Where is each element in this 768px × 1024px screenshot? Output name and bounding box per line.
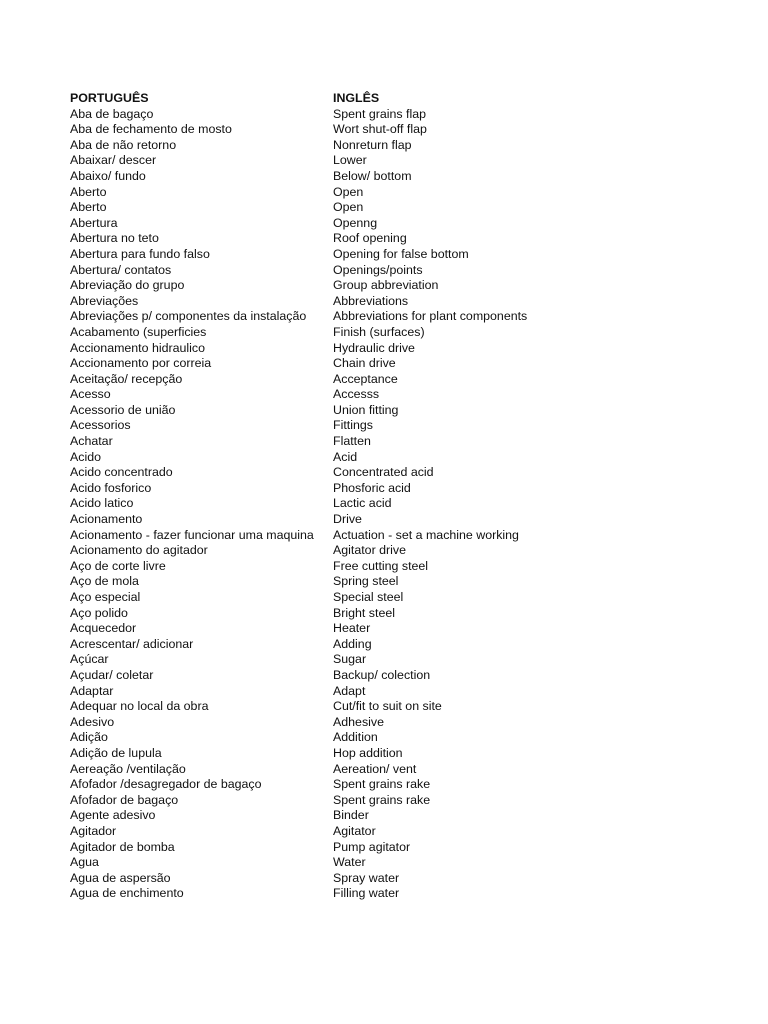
english-term: Sugar (333, 652, 367, 667)
portuguese-term: Adesivo (70, 714, 115, 729)
glossary-row (70, 652, 690, 668)
portuguese-term: Acionamento - fazer funcionar uma maquina (70, 527, 314, 542)
portuguese-term: Accionamento hidraulico (70, 340, 205, 355)
glossary-row (70, 684, 690, 700)
portuguese-term: Adição de lupula (70, 745, 162, 760)
glossary-row (70, 122, 690, 138)
portuguese-term: Adaptar (70, 683, 114, 698)
english-term: Lactic acid (333, 496, 392, 511)
portuguese-column-header: PORTUGUÊS (70, 91, 149, 105)
english-term: Group abbreviation (333, 278, 439, 293)
glossary-row (70, 465, 690, 481)
glossary-row (70, 185, 690, 201)
portuguese-term: Acessorio de união (70, 402, 176, 417)
portuguese-term: Aereação /ventilação (70, 761, 186, 776)
english-term: Hop addition (333, 745, 403, 760)
glossary-row (70, 450, 690, 466)
portuguese-term: Abertura (70, 215, 118, 230)
glossary-row (70, 403, 690, 419)
portuguese-term: Agitador de bomba (70, 839, 175, 854)
glossary-row (70, 153, 690, 169)
english-term: Special steel (333, 590, 404, 604)
portuguese-term: Acabamento (superficies (70, 324, 207, 339)
glossary-row (70, 341, 690, 357)
glossary-row (70, 512, 690, 528)
portuguese-term: Abaixar/ descer (70, 153, 157, 168)
portuguese-term: Acido latico (70, 496, 134, 511)
portuguese-term: Aço polido (70, 605, 128, 620)
english-term: Cut/fit to suit on site (333, 699, 442, 714)
glossary-row (70, 668, 690, 684)
english-term: Union fitting (333, 402, 399, 417)
glossary-row (70, 840, 690, 856)
english-column-header: INGLÊS (333, 91, 380, 105)
glossary-row (70, 263, 690, 279)
glossary-rows (70, 107, 690, 902)
glossary-row (70, 387, 690, 403)
glossary-row (70, 247, 690, 263)
portuguese-term: Agente adesivo (70, 808, 156, 823)
portuguese-term: Abertura para fundo falso (70, 246, 210, 261)
portuguese-term: Afofador /desagregador de bagaço (70, 777, 262, 792)
glossary-row (70, 886, 690, 902)
english-term: Actuation - set a machine working (333, 527, 519, 542)
english-term: Binder (333, 808, 369, 823)
portuguese-term: Abreviações (70, 293, 139, 308)
glossary-row (70, 434, 690, 450)
english-term: Chain drive (333, 356, 396, 371)
glossary-row (70, 481, 690, 497)
english-term: Roof opening (333, 231, 407, 246)
portuguese-term: Agua (70, 855, 99, 870)
portuguese-term: Açudar/ coletar (70, 667, 154, 682)
portuguese-term: Acesso (70, 387, 111, 402)
glossary-row (70, 574, 690, 590)
english-term: Free cutting steel (333, 558, 429, 573)
english-term: Spring steel (333, 574, 399, 589)
glossary-row (70, 309, 690, 325)
english-term: Adding (333, 636, 372, 651)
english-term: Drive (333, 512, 362, 527)
glossary-row (70, 216, 690, 232)
english-term: Opening for false bottom (333, 246, 469, 261)
glossary-row (70, 762, 690, 778)
english-term: Hydraulic drive (333, 340, 415, 355)
english-term: Agitator (333, 823, 376, 838)
portuguese-term: Abreviações p/ componentes da instalação (70, 309, 307, 324)
portuguese-term: Adição (70, 730, 108, 745)
english-term: Heater (333, 621, 371, 636)
portuguese-term: Aberto (70, 184, 107, 199)
portuguese-term: Aberto (70, 200, 107, 215)
glossary-table (70, 91, 690, 902)
english-term: Openng (333, 215, 378, 230)
glossary-row (70, 528, 690, 544)
portuguese-term: Acido (70, 449, 101, 464)
portuguese-term: Acionamento do agitador (70, 543, 208, 558)
english-term: Aereation/ vent (333, 761, 417, 776)
portuguese-term: Aço de corte livre (70, 558, 166, 573)
portuguese-term: Abreviação do grupo (70, 278, 185, 293)
glossary-row (70, 824, 690, 840)
portuguese-term: Abaixo/ fundo (70, 168, 146, 183)
english-term: Wort shut-off flap (333, 122, 427, 137)
english-term: Open (333, 200, 364, 215)
english-term: Addition (333, 730, 378, 745)
portuguese-term: Aba de fechamento de mosto (70, 122, 232, 137)
glossary-row (70, 231, 690, 247)
english-term: Abbreviations for plant components (333, 309, 528, 324)
glossary-row (70, 871, 690, 887)
english-term: Spent grains flap (333, 106, 426, 121)
glossary-row (70, 372, 690, 388)
english-term: Openings/points (333, 262, 423, 277)
english-term: Bright steel (333, 605, 395, 620)
english-term: Abbreviations (333, 293, 409, 308)
glossary-row (70, 621, 690, 637)
english-term: Backup/ colection (333, 667, 431, 682)
glossary-row (70, 418, 690, 434)
english-term: Flatten (333, 434, 371, 449)
portuguese-term: Acido concentrado (70, 465, 173, 480)
glossary-row (70, 138, 690, 154)
english-term: Spray water (333, 870, 400, 885)
glossary-row (70, 294, 690, 310)
portuguese-term: Afofador de bagaço (70, 792, 179, 807)
glossary-row (70, 730, 690, 746)
glossary-row (70, 715, 690, 731)
glossary-row (70, 808, 690, 824)
english-term: Fittings (333, 418, 373, 433)
glossary-row (70, 606, 690, 622)
portuguese-term: Adequar no local da obra (70, 699, 209, 714)
portuguese-term: Aço de mola (70, 574, 139, 589)
glossary-row (70, 325, 690, 341)
english-term: Filling water (333, 886, 400, 901)
english-term: Below/ bottom (333, 168, 412, 183)
portuguese-term: Acessorios (70, 418, 131, 433)
english-term: Phosforic acid (333, 480, 411, 495)
english-term: Agitator drive (333, 543, 407, 558)
glossary-row (70, 793, 690, 809)
portuguese-term: Acrescentar/ adicionar (70, 636, 194, 651)
portuguese-term: Açúcar (70, 652, 109, 667)
portuguese-term: Agua de aspersão (70, 870, 171, 885)
glossary-row (70, 107, 690, 123)
portuguese-term: Agua de enchimento (70, 886, 184, 901)
english-term: Adhesive (333, 714, 384, 729)
glossary-row (70, 496, 690, 512)
english-term: Adapt (333, 683, 366, 698)
english-term: Water (333, 855, 366, 870)
portuguese-term: Abertura no teto (70, 231, 159, 246)
glossary-row (70, 590, 690, 606)
glossary-header-row (70, 91, 690, 107)
portuguese-term: Acquecedor (70, 621, 137, 636)
glossary-row (70, 200, 690, 216)
glossary-row (70, 855, 690, 871)
glossary-row (70, 543, 690, 559)
glossary-row (70, 559, 690, 575)
portuguese-term: Acionamento (70, 512, 143, 527)
glossary-row (70, 169, 690, 185)
english-term: Spent grains rake (333, 792, 431, 807)
glossary-row (70, 356, 690, 372)
english-term: Spent grains rake (333, 777, 431, 792)
portuguese-term: Agitador (70, 823, 117, 838)
portuguese-term: Aba de não retorno (70, 137, 177, 152)
english-term: Pump agitator (333, 839, 411, 854)
english-term: Open (333, 184, 364, 199)
portuguese-term: Aço especial (70, 590, 141, 604)
english-term: Nonreturn flap (333, 137, 412, 152)
english-term: Acceptance (333, 371, 398, 386)
portuguese-term: Aba de bagaço (70, 106, 154, 121)
english-term: Finish (surfaces) (333, 324, 425, 339)
glossary-row (70, 746, 690, 762)
glossary-row (70, 777, 690, 793)
english-term: Concentrated acid (333, 465, 434, 480)
glossary-row (70, 699, 690, 715)
english-term: Acid (333, 449, 358, 464)
glossary-row (70, 637, 690, 653)
portuguese-term: Abertura/ contatos (70, 262, 172, 277)
english-term: Accesss (333, 387, 380, 402)
portuguese-term: Accionamento por correia (70, 356, 212, 371)
glossary-row (70, 278, 690, 294)
english-term: Lower (333, 153, 367, 168)
portuguese-term: Aceitação/ recepção (70, 371, 183, 386)
portuguese-term: Achatar (70, 434, 113, 449)
portuguese-term: Acido fosforico (70, 480, 152, 495)
